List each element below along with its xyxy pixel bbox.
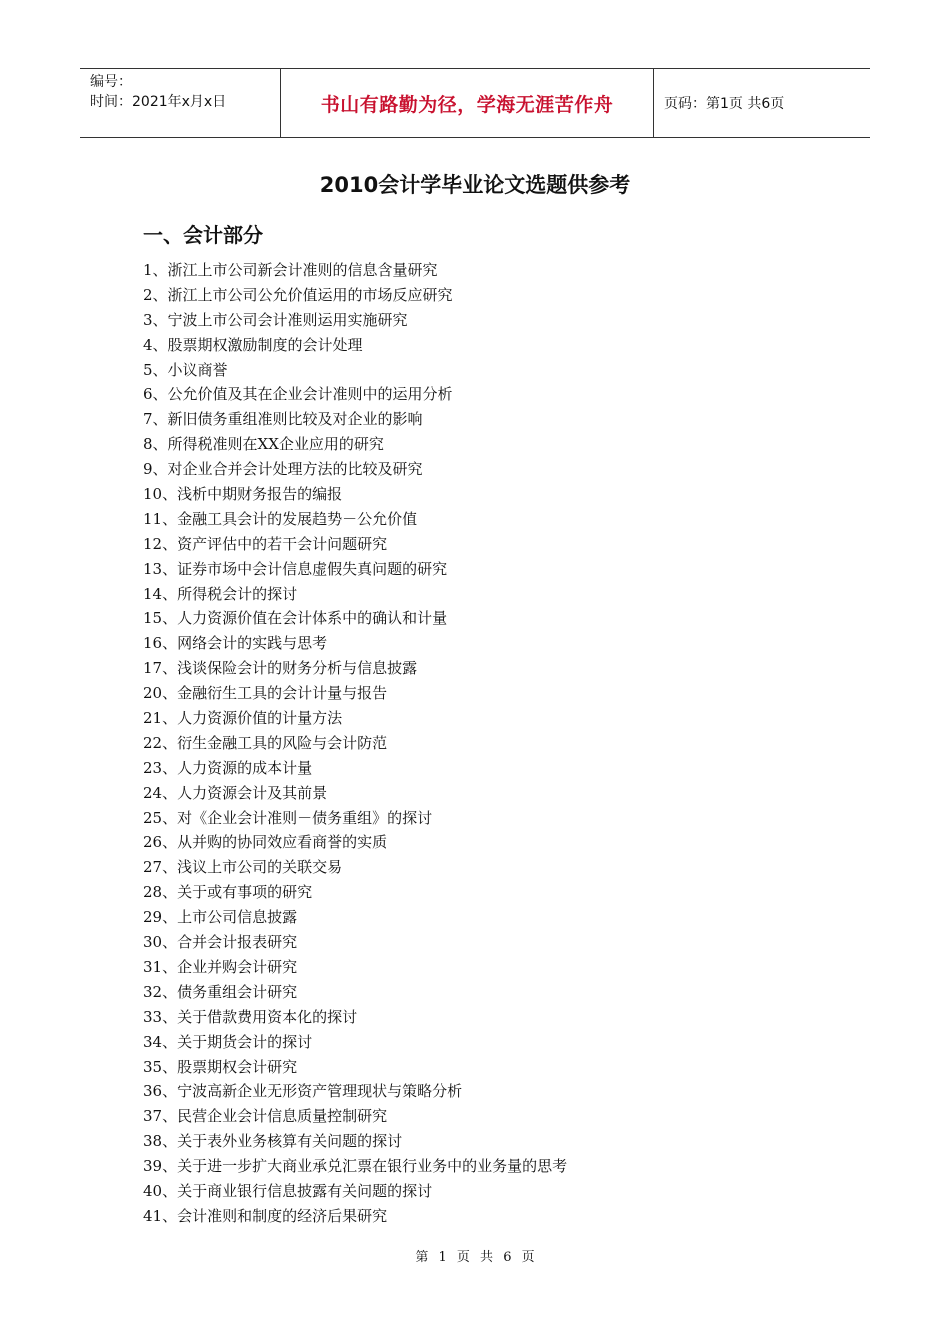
topic-item: 2、浙江上市公司公允价值运用的市场反应研究 <box>143 285 453 304</box>
topic-item: 1、浙江上市公司新会计准则的信息含量研究 <box>143 261 438 279</box>
topic-item: 21、人力资源价值的计量方法 <box>143 709 343 728</box>
topic-item: 14、所得税会计的探讨 <box>143 584 298 603</box>
topic-item: 7、新旧债务重组准则比较及对企业的影响 <box>143 410 423 429</box>
topic-item: 4、股票期权激励制度的会计处理 <box>143 335 363 354</box>
topic-item: 9、对企业合并会计处理方法的比较及研究 <box>143 460 423 479</box>
topic-item: 39、关于进一步扩大商业承兑汇票在银行业务中的业务量的思考 <box>143 1157 568 1176</box>
document-title: 2010会计学毕业论文选题供参考 <box>319 173 631 197</box>
header-meta <box>80 69 280 137</box>
topic-item: 28、关于或有事项的研究 <box>143 883 313 902</box>
topic-item: 8、所得税准则在XX企业应用的研究 <box>143 435 384 454</box>
topic-item: 38、关于表外业务核算有关问题的探讨 <box>143 1132 403 1151</box>
topic-item: 25、对《企业会计准则－债务重组》的探讨 <box>143 808 433 827</box>
header-page-info: 页码：第1页 共6页 <box>664 96 785 112</box>
topic-item: 26、从并购的协同效应看商誉的实质 <box>143 833 388 852</box>
topic-item: 37、民营企业会计信息质量控制研究 <box>143 1107 388 1126</box>
topic-item: 30、合并会计报表研究 <box>143 933 298 952</box>
topic-item: 33、关于借款费用资本化的探讨 <box>143 1007 358 1026</box>
topic-item: 29、上市公司信息披露 <box>143 908 298 927</box>
topic-item: 27、浅议上市公司的关联交易 <box>143 858 343 877</box>
topic-item: 16、网络会计的实践与思考 <box>143 634 328 653</box>
topic-item: 5、小议商誉 <box>143 360 228 379</box>
topic-list <box>143 258 567 1229</box>
topic-item: 6、公允价值及其在企业会计准则中的运用分析 <box>143 385 453 404</box>
topic-item: 35、股票期权会计研究 <box>143 1057 298 1076</box>
topic-item: 32、债务重组会计研究 <box>143 982 298 1001</box>
section-heading: 一、会计部分 <box>143 223 263 247</box>
topic-item: 3、宁波上市公司会计准则运用实施研究 <box>143 310 408 329</box>
topic-item: 31、企业并购会计研究 <box>143 957 298 976</box>
document-number-label: 编号： <box>90 74 132 90</box>
topic-item: 11、金融工具会计的发展趋势－公允价值 <box>143 509 418 528</box>
page-footer: 第 1 页 共 6 页 <box>415 1250 535 1265</box>
topic-item: 20、金融衍生工具的会计计量与报告 <box>143 684 388 703</box>
topic-item: 13、证券市场中会计信息虚假失真问题的研究 <box>143 559 448 578</box>
topic-item: 17、浅谈保险会计的财务分析与信息披露 <box>143 659 418 678</box>
topic-item: 36、宁波高新企业无形资产管理现状与策略分析 <box>143 1082 463 1101</box>
topic-item: 15、人力资源价值在会计体系中的确认和计量 <box>143 609 448 628</box>
header-motto: 书山有路勤为径，学海无涯苦作舟 <box>280 69 654 137</box>
document-time-label: 时间：2021年x月x日 <box>90 94 227 110</box>
topic-item: 23、人力资源的成本计量 <box>143 758 313 777</box>
topic-item: 24、人力资源会计及其前景 <box>143 783 328 802</box>
topic-item: 22、衍生金融工具的风险与会计防范 <box>143 733 388 752</box>
topic-item: 40、关于商业银行信息披露有关问题的探讨 <box>143 1181 433 1200</box>
page-header <box>80 68 870 138</box>
topic-item: 12、资产评估中的若干会计问题研究 <box>143 534 388 553</box>
topic-item: 34、关于期货会计的探讨 <box>143 1032 313 1051</box>
topic-item: 10、浅析中期财务报告的编报 <box>143 485 343 504</box>
topic-item: 41、会计准则和制度的经济后果研究 <box>143 1206 388 1225</box>
